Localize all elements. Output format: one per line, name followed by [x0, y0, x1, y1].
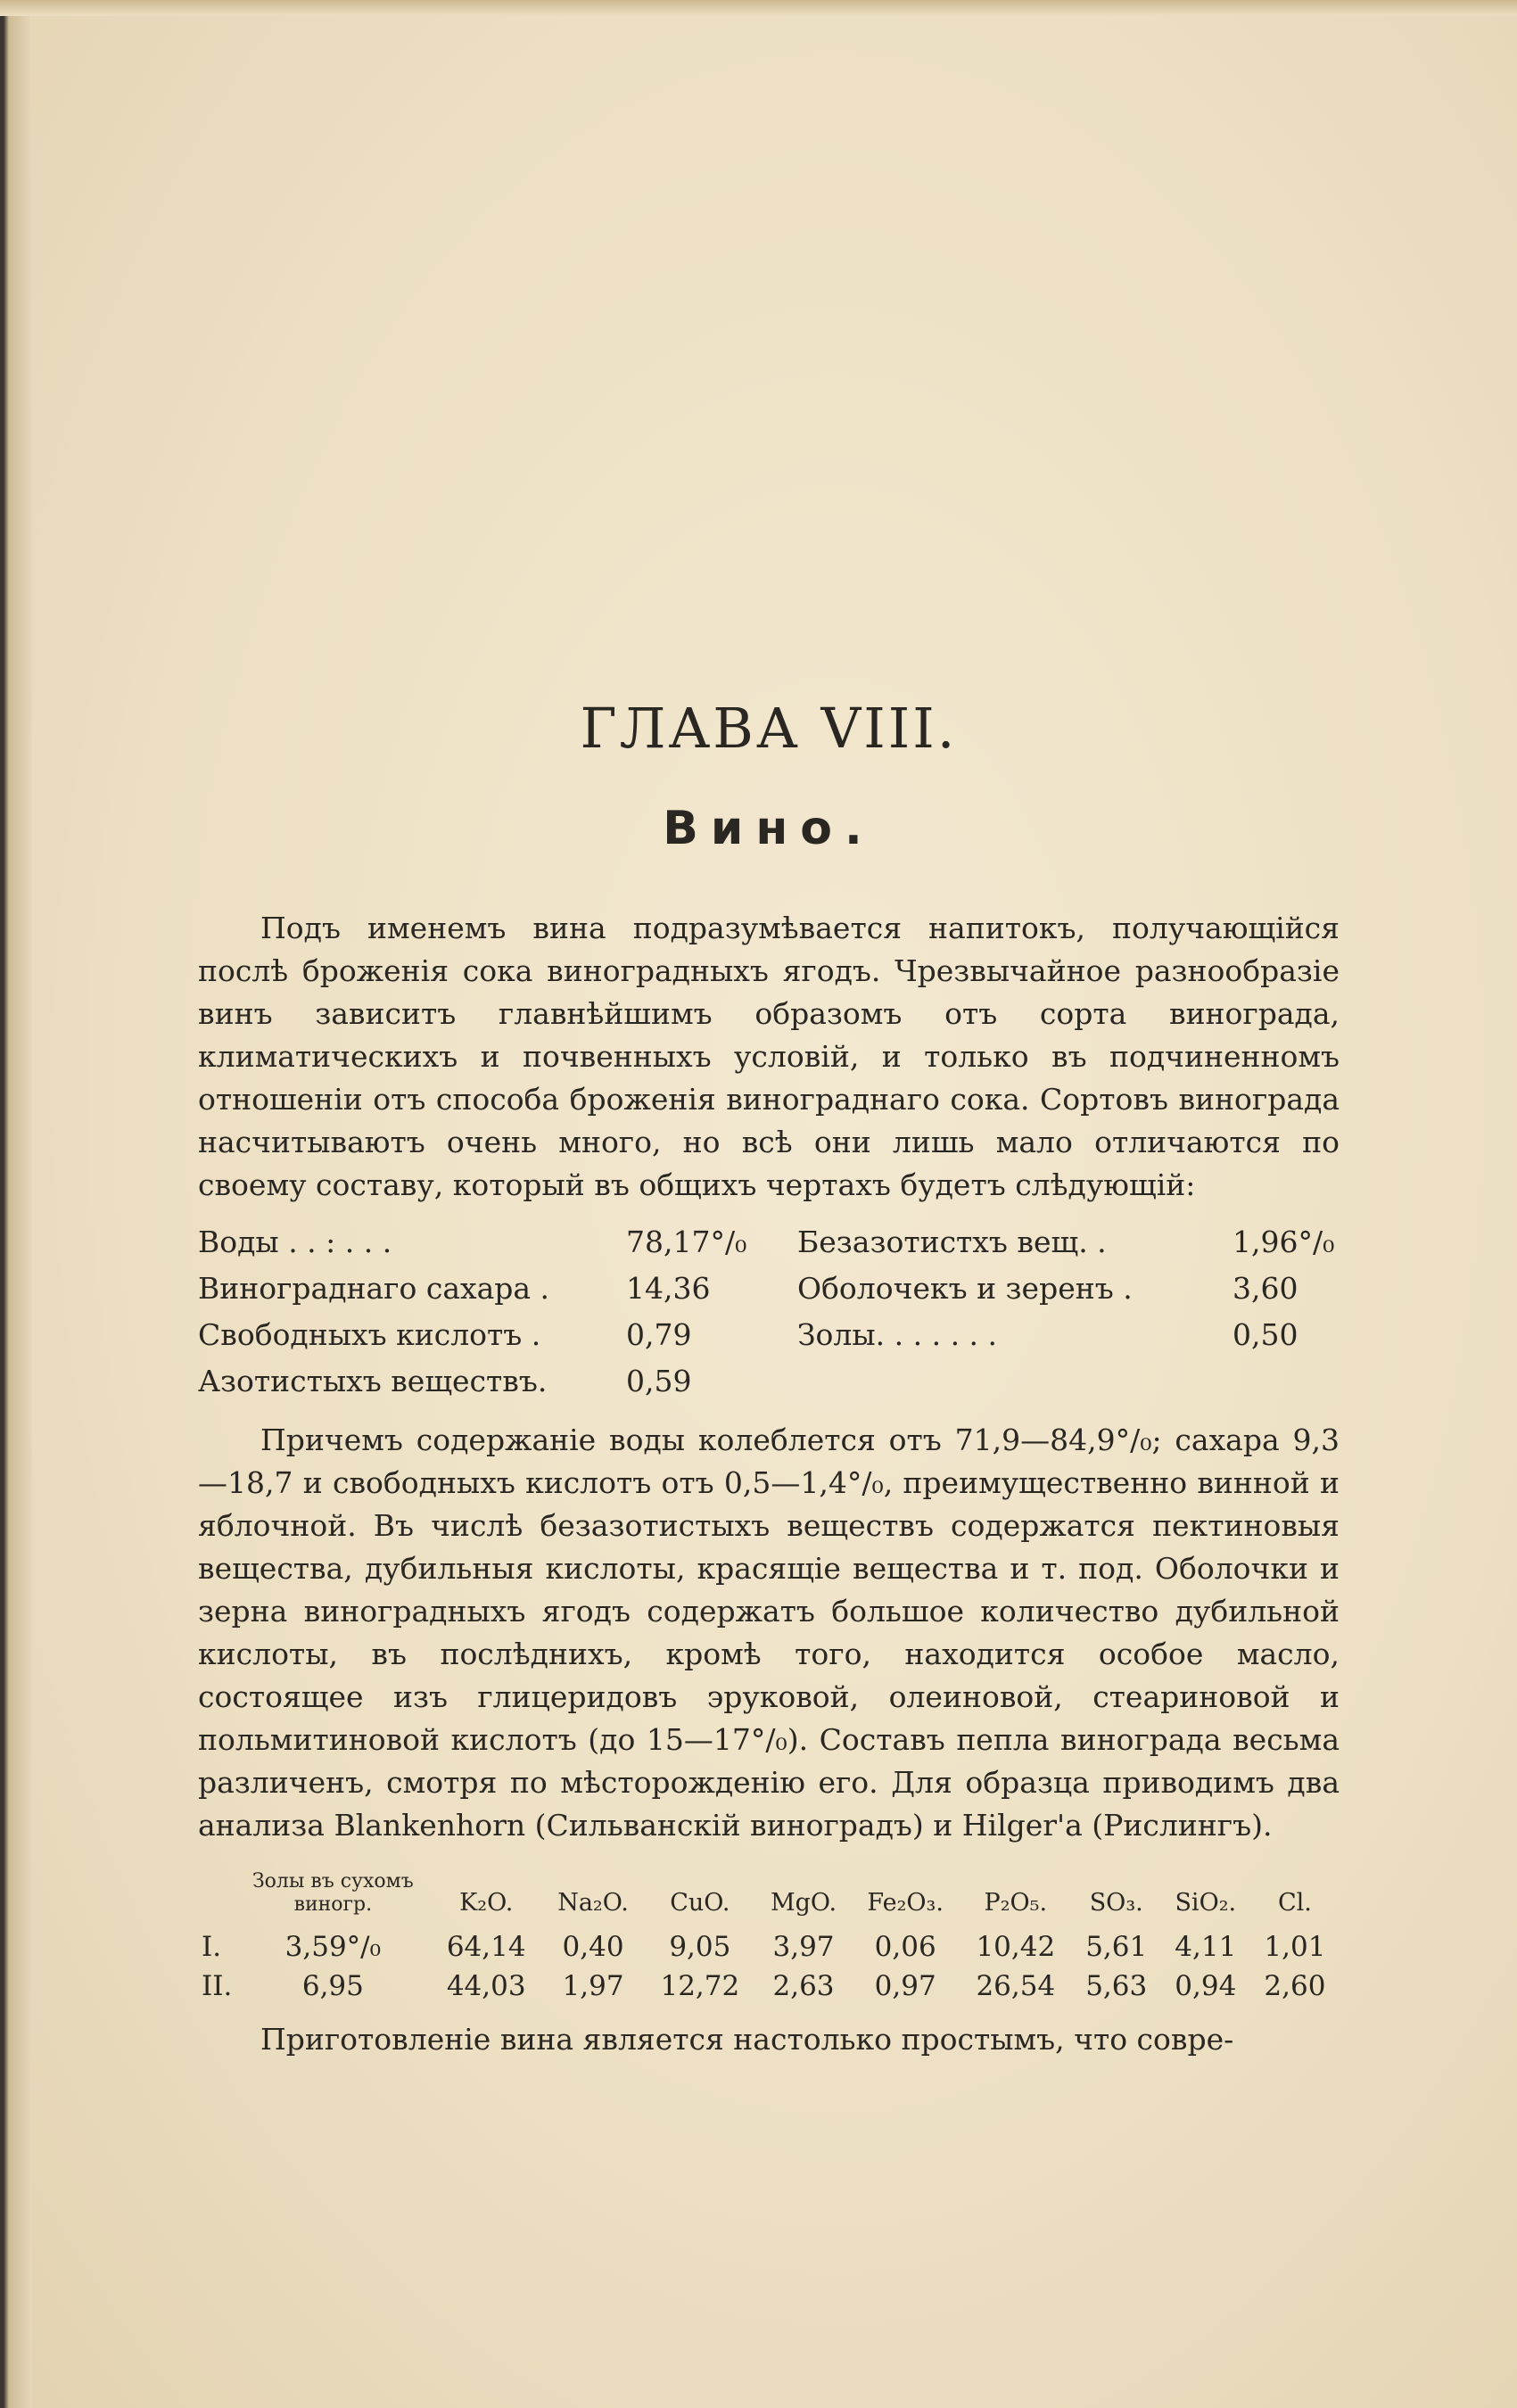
table-cell: 4,11	[1175, 1931, 1237, 1963]
composition-label: Свободныхъ кислотъ .	[198, 1317, 541, 1352]
composition-label: Азотистыхъ веществъ.	[198, 1364, 548, 1398]
table-header-cell: MgO.	[770, 1889, 837, 1917]
composition-value: 78,17°/₀	[626, 1225, 747, 1259]
table-cell: 2,63	[772, 1970, 835, 2002]
table-header-cell: Золы въ сухомъ виногр.	[251, 1870, 414, 1916]
composition-value: 3,60	[1233, 1271, 1299, 1306]
table-cell: 5,63	[1085, 1970, 1148, 2002]
table-cell: 0,40	[562, 1931, 624, 1963]
table-header-cell: CuO.	[670, 1889, 730, 1917]
page-binding-edge	[0, 0, 32, 2408]
composition-label: Оболочекъ и зеренъ .	[797, 1271, 1133, 1306]
table-cell: 64,14	[446, 1931, 526, 1963]
composition-value: 0,79	[626, 1317, 692, 1352]
table-cell: 3,97	[772, 1931, 835, 1963]
composition-label: Безазотистхъ вещ. .	[797, 1225, 1107, 1259]
table-header-row	[198, 1867, 1340, 1927]
table-header-cell: K₂O.	[459, 1889, 514, 1917]
table-cell: 0,94	[1175, 1970, 1237, 2002]
table-cell: 1,97	[562, 1970, 624, 2002]
table-cell: 44,03	[446, 1970, 526, 2002]
composition-label: Золы. . . . . . .	[797, 1317, 998, 1352]
table-row	[198, 1967, 1340, 2006]
composition-value: 0,50	[1233, 1317, 1299, 1352]
table-cell: 26,54	[976, 1970, 1056, 2002]
composition-value: 0,59	[626, 1364, 692, 1398]
table-cell: 0,97	[874, 1970, 936, 2002]
table-cell: 5,61	[1085, 1931, 1148, 1963]
table-row	[198, 1927, 1340, 1967]
table-row-label: II.	[202, 1970, 233, 2002]
table-cell: 2,60	[1264, 1970, 1326, 2002]
table-cell: 9,05	[669, 1931, 731, 1963]
composition-label: Винограднаго сахара .	[198, 1271, 550, 1306]
table-header-cell: Fe₂O₃.	[867, 1889, 944, 1917]
table-header-cell	[198, 1867, 235, 1927]
table-cell: 0,06	[874, 1931, 936, 1963]
closing-paragraph: Приготовленіе вина является настолько простымъ, что совре-	[260, 2022, 1234, 2057]
section-title: Вино.	[663, 802, 875, 855]
page-top-edge	[0, 0, 1517, 16]
composition-value: 14,36	[626, 1271, 711, 1306]
body-paragraph: Причемъ содержаніе воды колеблется отъ 71,9—84,9°/₀; сахара 9,3—18,7 и свободныхъ кислотъ отъ 0,5—1,4°/₀, преимущественно винной и яблочной. Въ числѣ безазотистыхъ веществъ содержатся пектиновыя вещества, дубильныя кислоты, красящіе вещества и т. под. Оболочки и зерна виноградныхъ ягодъ содержатъ большое количество дубильной кислоты, въ послѣднихъ, кромѣ того, находится особое масло, состоящее изъ глицеридовъ эруковой, олеиновой, стеариновой и польмитиновой кислотъ (до 15—17°/₀). Составъ пепла винограда весьма различенъ, смотря по мѣсторожденію его. Для образца приводимъ два анализа Blankenhorn (Сильванскій виноградъ) и Hilger'а (Рислингъ).	[198, 1423, 1340, 1843]
composition-label: Воды . . : . . .	[198, 1225, 392, 1259]
table-cell: 1,01	[1264, 1931, 1326, 1963]
composition-label	[796, 1358, 1233, 1405]
page-content	[198, 696, 1340, 2061]
composition-value: 1,96°/₀	[1233, 1225, 1335, 1259]
table-header-cell: P₂O₅.	[984, 1889, 1048, 1917]
table-cell: 12,72	[660, 1970, 740, 2002]
chapter-title: ГЛАВА VIII.	[580, 696, 958, 761]
table-header-cell: SiO₂.	[1175, 1889, 1237, 1917]
intro-paragraph: Подъ именемъ вина подразумѣвается напитокъ, получающійся послѣ броженія сока виноградныхъ ягодъ. Чрезвычайное разнообразіе винъ зависитъ главнѣйшимъ образомъ отъ сорта винограда, климатическихъ и почвенныхъ условій, и только въ подчиненномъ отношеніи отъ способа броженія винограднаго сока. Сортовъ винограда насчитываютъ очень много, но всѣ они лишь мало отличаются по своему составу, который въ общихъ чертахъ будетъ слѣдующій:	[198, 911, 1340, 1202]
table-cell: 3,59°/₀	[284, 1931, 382, 1963]
table-header-cell: Na₂O.	[557, 1889, 629, 1917]
composition-list	[198, 1219, 1340, 1405]
ash-analysis-table	[198, 1867, 1340, 2006]
table-row-label: I.	[202, 1931, 222, 1963]
table-header-cell: Cl.	[1277, 1889, 1312, 1917]
composition-value	[1233, 1358, 1340, 1405]
table-header-cell: SO₃.	[1089, 1889, 1143, 1917]
table-cell: 10,42	[976, 1931, 1056, 1963]
table-cell: 6,95	[301, 1970, 364, 2002]
